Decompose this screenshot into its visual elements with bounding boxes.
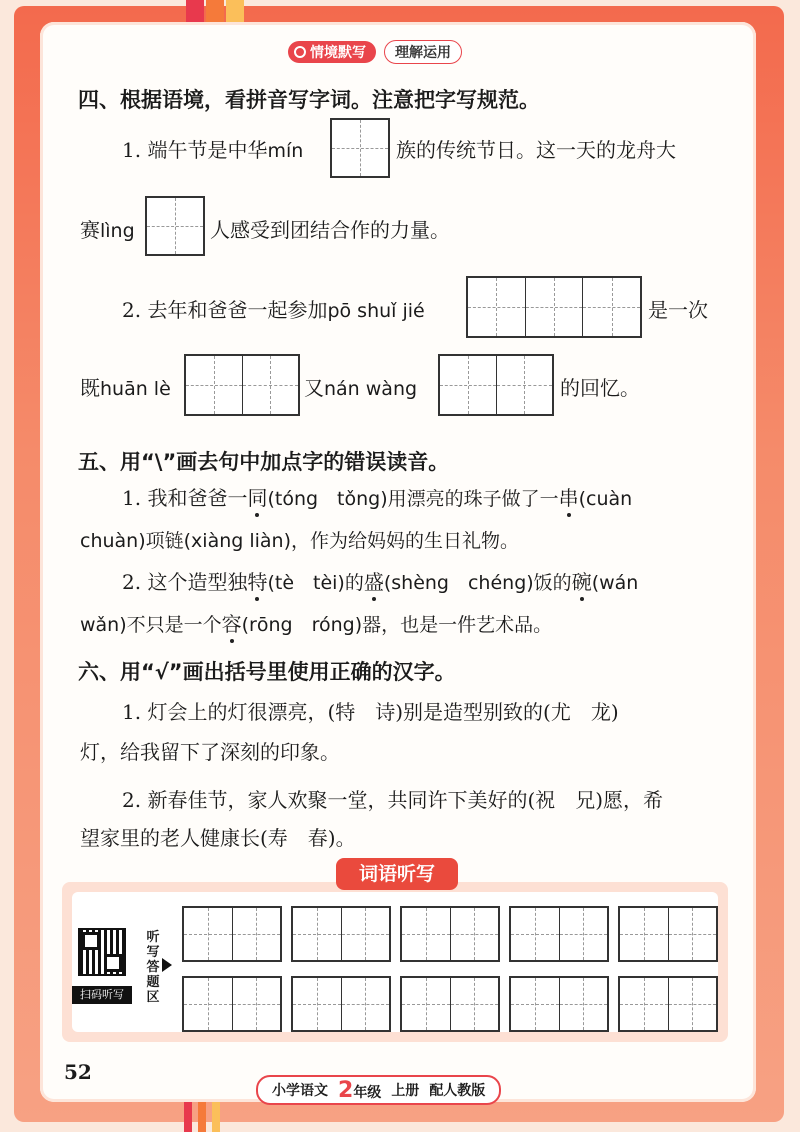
- s5-q1-line1: 1. 我和爸爸一同(tóng tǒng)用漂亮的珠子做了一串(cuàn: [122, 486, 633, 510]
- s5-q2-line1: 2. 这个造型独特(tè tèi)的盛(shèng chéng)饭的碗(wán: [122, 570, 639, 594]
- dictation-area-label: 听写答题区: [146, 930, 160, 1005]
- dictation-title: 词语听写: [336, 858, 458, 890]
- s4-q1-line2-a: 赛lìng: [80, 218, 135, 242]
- arrow-right-icon: [162, 958, 172, 972]
- s4-q2-line1-b: 是一次: [648, 298, 708, 322]
- answer-box-nanwang[interactable]: [438, 354, 554, 416]
- s4-q2-line2-a: 既huān lè: [80, 376, 171, 400]
- s6-q2-line2: 望家里的老人健康长(寿 春)。: [80, 826, 356, 850]
- tag-sub: 理解运用: [384, 40, 462, 64]
- s6-q1-line2: 灯，给我留下了深刻的印象。: [80, 740, 340, 764]
- s4-q1-line1-b: 族的传统节日。这一天的龙舟大: [396, 138, 676, 162]
- s5-q1-line2: chuàn)项链(xiàng liàn)，作为给妈妈的生日礼物。: [80, 530, 520, 552]
- footer-edition: 配人教版: [429, 1083, 486, 1099]
- dictation-box-1[interactable]: [182, 906, 282, 962]
- s4-q1-line2-b: 人感受到团结合作的力量。: [210, 218, 450, 242]
- footer-volume: 上册: [391, 1083, 420, 1099]
- ribbon-yellow: [226, 0, 244, 22]
- answer-box-ling[interactable]: [145, 196, 205, 256]
- ribbon-tail-3: [212, 1100, 220, 1132]
- dictation-box-8[interactable]: [400, 976, 500, 1032]
- dictation-box-7[interactable]: [291, 976, 391, 1032]
- s4-q2-line2-c: 的回忆。: [560, 376, 640, 400]
- tag-main: 情境默写: [288, 41, 376, 63]
- section5-title: 五、用“\”画去句中加点字的错误读音。: [78, 450, 450, 474]
- s6-q2-line1: 2. 新春佳节，家人欢聚一堂，共同许下美好的(祝 兄)愿，希: [122, 788, 664, 812]
- qr-code-icon[interactable]: [78, 928, 126, 976]
- footer-grade: 2年级: [338, 1077, 382, 1103]
- ribbon-tail-2: [198, 1100, 206, 1132]
- answer-box-huanle[interactable]: [184, 354, 300, 416]
- footer-subject: 小学语文: [272, 1083, 328, 1099]
- target-icon: [294, 46, 306, 58]
- dictation-box-10[interactable]: [618, 976, 718, 1032]
- s4-q1-line1-a: 1. 端午节是中华mín: [122, 138, 304, 162]
- dictation-box-5[interactable]: [618, 906, 718, 962]
- dictation-box-9[interactable]: [509, 976, 609, 1032]
- section6-title: 六、用“√”画出括号里使用正确的汉字。: [78, 660, 456, 684]
- qr-label: 扫码听写: [72, 986, 132, 1004]
- ribbon-tail-1: [184, 1100, 192, 1132]
- section4-title: 四、根据语境，看拼音写字词。注意把字写规范。: [78, 88, 540, 112]
- s6-q1-line1: 1. 灯会上的灯很漂亮，(特 诗)别是造型别致的(尤 龙): [122, 700, 619, 724]
- book-footer: [256, 1075, 501, 1105]
- s5-q2-line2: wǎn)不只是一个容(rōng róng)器，也是一件艺术品。: [80, 612, 553, 636]
- s4-q2-line2-b: 又nán wàng: [304, 376, 418, 400]
- s4-q2-line1-a: 2. 去年和爸爸一起参加pō shuǐ jié: [122, 298, 425, 322]
- ribbon-red: [186, 0, 204, 22]
- ribbon-orange: [206, 0, 224, 22]
- dictation-box-2[interactable]: [291, 906, 391, 962]
- answer-box-poshuijie[interactable]: [466, 276, 642, 338]
- answer-box-min[interactable]: [330, 118, 390, 178]
- dictation-box-4[interactable]: [509, 906, 609, 962]
- section-header-tag: [288, 40, 462, 64]
- dictation-box-6[interactable]: [182, 976, 282, 1032]
- page-number: 52: [64, 1060, 92, 1084]
- dictation-box-3[interactable]: [400, 906, 500, 962]
